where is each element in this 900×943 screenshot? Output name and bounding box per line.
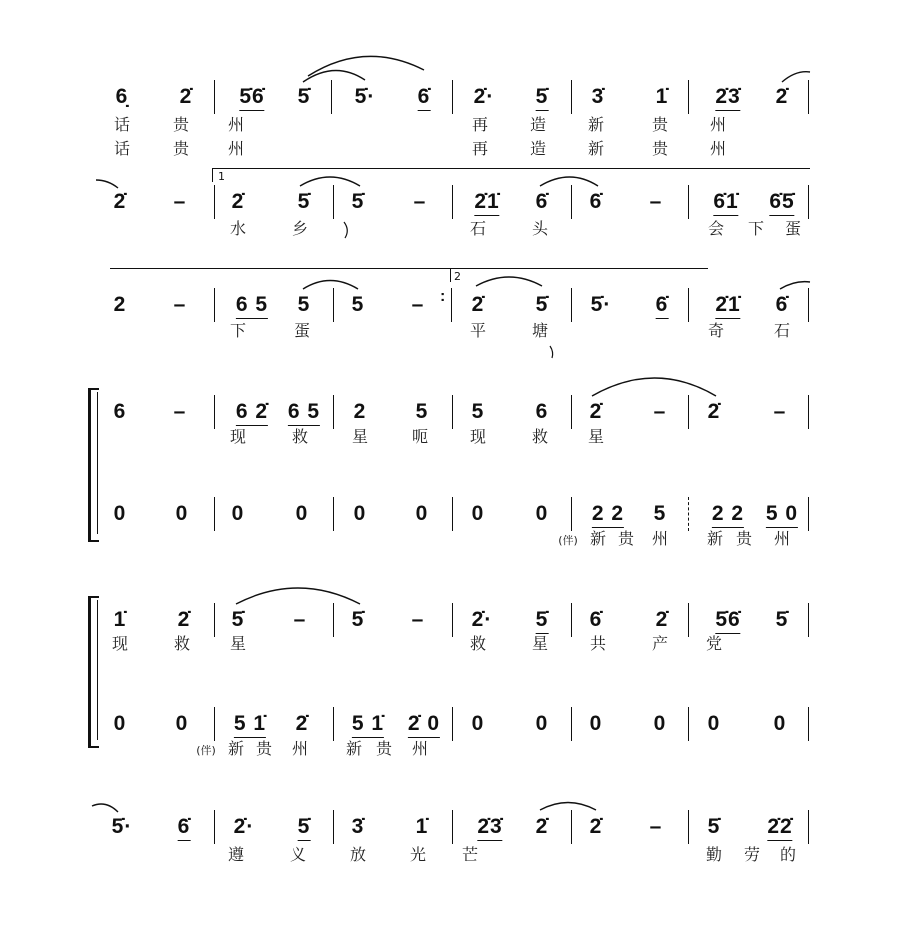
note: 6 xyxy=(113,400,127,423)
note: 6̇ xyxy=(589,608,603,631)
lyric: 贵 xyxy=(617,529,635,548)
note-group: 2̇2̇ xyxy=(767,815,792,841)
lyric: 救 xyxy=(469,634,487,653)
dash: – xyxy=(411,608,425,631)
dash: – xyxy=(293,608,307,631)
note: 2̇· xyxy=(473,85,495,108)
note: 2̇ xyxy=(775,85,789,108)
dash: – xyxy=(649,190,663,213)
lyric: 州 xyxy=(227,115,245,134)
lyric: 石 xyxy=(773,321,791,340)
lyric: 蛋 xyxy=(784,219,802,238)
note: 2̇ xyxy=(535,815,549,838)
note: 5 xyxy=(351,293,365,316)
note: 2̇ xyxy=(295,712,309,735)
lyric: 现 xyxy=(111,634,129,653)
note: 2̇ xyxy=(655,608,669,631)
note: 5̇ xyxy=(536,85,549,111)
lyric: 州 xyxy=(773,529,791,548)
dash: – xyxy=(173,190,187,213)
note-group: 6 5 xyxy=(288,400,320,426)
note: 2̇ xyxy=(589,815,603,838)
lyric: 贵 xyxy=(172,115,190,134)
lyric: 救 xyxy=(531,427,549,446)
note: 2 xyxy=(113,293,127,316)
lyric: 产 xyxy=(651,634,669,653)
lyric: 再 xyxy=(471,115,489,134)
lyric: 新 xyxy=(587,115,605,134)
lyric: 造 xyxy=(529,115,547,134)
lyric: 州 xyxy=(709,139,727,158)
lyric: 话 xyxy=(113,139,131,158)
lyric: 石 xyxy=(469,219,487,238)
note: 5 xyxy=(653,502,667,525)
note: 2̇ xyxy=(231,190,245,213)
lyric: 的 xyxy=(779,845,797,864)
note: 6̇ xyxy=(418,85,431,111)
note: 1̇ xyxy=(113,608,127,631)
lyric: 州 xyxy=(227,139,245,158)
note: 2̇· xyxy=(233,815,255,838)
volta-number: 1 xyxy=(218,170,225,183)
note-group: 2̇1̇ xyxy=(715,293,740,319)
lyric: 放 xyxy=(349,845,367,864)
note: 2̇ xyxy=(177,608,191,631)
lyric: 遵 xyxy=(227,845,245,864)
note-group: 5 1̇ xyxy=(352,712,384,738)
lyric: 星 xyxy=(229,634,247,653)
note-group: 5 0 xyxy=(766,502,798,528)
rest: 0 xyxy=(589,712,603,735)
note: 3̇ xyxy=(351,815,365,838)
lyric: 贵 xyxy=(651,115,669,134)
note: 6̇ xyxy=(535,190,549,213)
lyric: 州 xyxy=(709,115,727,134)
note: 5̇· xyxy=(111,815,133,838)
note: 5 xyxy=(415,400,429,423)
note: 6̣ xyxy=(115,85,129,108)
lyric: 州 xyxy=(411,739,429,758)
note: 1̇ xyxy=(655,85,669,108)
lyric: 造 xyxy=(529,139,547,158)
rest: 0 xyxy=(175,502,189,525)
rest: 0 xyxy=(535,712,549,735)
note-group: 5̇6̇ xyxy=(239,85,264,111)
note: 2̇ xyxy=(471,293,485,316)
rest: 0 xyxy=(653,712,667,735)
lyric: 再 xyxy=(471,139,489,158)
lyric: 现 xyxy=(229,427,247,446)
note: 5̇ xyxy=(535,293,549,316)
note-group: 6̇5̇ xyxy=(769,190,794,216)
rest: 0 xyxy=(773,712,787,735)
rest: 0 xyxy=(471,502,485,525)
note-group: 2̇ 0 xyxy=(408,712,440,738)
rest: 0 xyxy=(471,712,485,735)
lyric: 新 xyxy=(706,529,724,548)
lyric: 蛋 xyxy=(293,321,311,340)
lyric: 勤 xyxy=(705,845,723,864)
note: 6̇ xyxy=(775,293,789,316)
lyric: 救 xyxy=(173,634,191,653)
dash: – xyxy=(653,400,667,423)
note: 1̇ xyxy=(415,815,429,838)
note: 5̇ xyxy=(351,608,365,631)
lyric: 星 xyxy=(587,427,605,446)
dash: – xyxy=(173,293,187,316)
lyric: 新 xyxy=(227,739,245,758)
dash: – xyxy=(773,400,787,423)
lyric: 现 xyxy=(469,427,487,446)
note-group: 2̇3̇ xyxy=(715,85,740,111)
lyric: 呃 xyxy=(411,427,429,446)
note-group: 6̇1̇ xyxy=(713,190,738,216)
lyric: 会 xyxy=(707,219,725,238)
lyric: 新 xyxy=(587,139,605,158)
lyric: 新 xyxy=(589,529,607,548)
lyric: 贵 xyxy=(375,739,393,758)
note: 2̇ xyxy=(179,85,193,108)
lyric: 下 xyxy=(747,219,765,238)
rest: 0 xyxy=(175,712,189,735)
accompaniment-marker: (伴) xyxy=(196,744,216,757)
rest: 0 xyxy=(231,502,245,525)
note: 6̇ xyxy=(656,293,669,319)
lyric: 贵 xyxy=(735,529,753,548)
note-group: 5 1̇ xyxy=(234,712,266,738)
note: 5̇ xyxy=(297,190,311,213)
note: 2̇· xyxy=(471,608,493,631)
note-group: 2 2 xyxy=(712,502,744,528)
lyric: 贵 xyxy=(651,139,669,158)
lyric: 贵 xyxy=(255,739,273,758)
lyric: 平 xyxy=(469,321,487,340)
dash: – xyxy=(411,293,425,316)
dash: – xyxy=(649,815,663,838)
lyric: 义 xyxy=(289,845,307,864)
rest: 0 xyxy=(113,502,127,525)
lyric: 星 xyxy=(351,427,369,446)
note-group: 2 2 xyxy=(592,502,624,528)
note: 5̇ xyxy=(231,608,245,631)
lyric: 芒 xyxy=(461,845,479,864)
note: 5̇ xyxy=(297,85,311,108)
lyric: 下 xyxy=(229,321,247,340)
lyric: 头 xyxy=(531,219,549,238)
lyric: 塘 xyxy=(531,321,549,340)
note: 5 xyxy=(471,400,485,423)
note-group: 2̇1̇ xyxy=(474,190,499,216)
note: 2 xyxy=(353,400,367,423)
note-group: 2̇3̇ xyxy=(477,815,502,841)
note-group: 5̇6̇ xyxy=(715,608,740,634)
note: 5̇ xyxy=(298,815,311,841)
lyric: 共 xyxy=(589,634,607,653)
note: 6̇ xyxy=(178,815,191,841)
lyric: 光 xyxy=(409,845,427,864)
lyric: 话 xyxy=(113,115,131,134)
note: 2̇ xyxy=(113,190,127,213)
note: 6̇ xyxy=(589,190,603,213)
lyric: 救 xyxy=(291,427,309,446)
lyric: 乡 xyxy=(291,219,309,238)
note: 3̇ xyxy=(591,85,605,108)
rest: 0 xyxy=(295,502,309,525)
lyric: 新 xyxy=(345,739,363,758)
accompaniment-marker: (伴) xyxy=(558,534,578,547)
lyric: 奇 xyxy=(707,321,725,340)
note: 5̇ xyxy=(775,608,789,631)
note: 5̇ xyxy=(707,815,721,838)
rest: 0 xyxy=(353,502,367,525)
lyric: 水 xyxy=(229,219,247,238)
rest: 0 xyxy=(535,502,549,525)
lyric: 贵 xyxy=(172,139,190,158)
note: 5̇ xyxy=(351,190,365,213)
note: 5̇ xyxy=(536,608,549,634)
dash: – xyxy=(173,400,187,423)
lyric: 党 xyxy=(705,634,723,653)
lyric: 劳 xyxy=(743,845,761,864)
note-group: 6 5 xyxy=(236,293,268,319)
note-group: 6 2̇ xyxy=(236,400,268,426)
lyric: 州 xyxy=(291,739,309,758)
dash: – xyxy=(413,190,427,213)
rest: 0 xyxy=(415,502,429,525)
rest: 0 xyxy=(707,712,721,735)
note: 5 xyxy=(297,293,311,316)
lyric: 星 xyxy=(531,634,549,653)
note: 5̇· xyxy=(590,293,612,316)
note: 2̇ xyxy=(707,400,721,423)
lyric: 州 xyxy=(651,529,669,548)
note: 2̇ xyxy=(589,400,603,423)
volta-number: 2 xyxy=(454,270,461,283)
note: 5̇· xyxy=(354,85,376,108)
rest: 0 xyxy=(113,712,127,735)
repeat-end-dots: : xyxy=(440,288,446,305)
note: 6 xyxy=(535,400,549,423)
